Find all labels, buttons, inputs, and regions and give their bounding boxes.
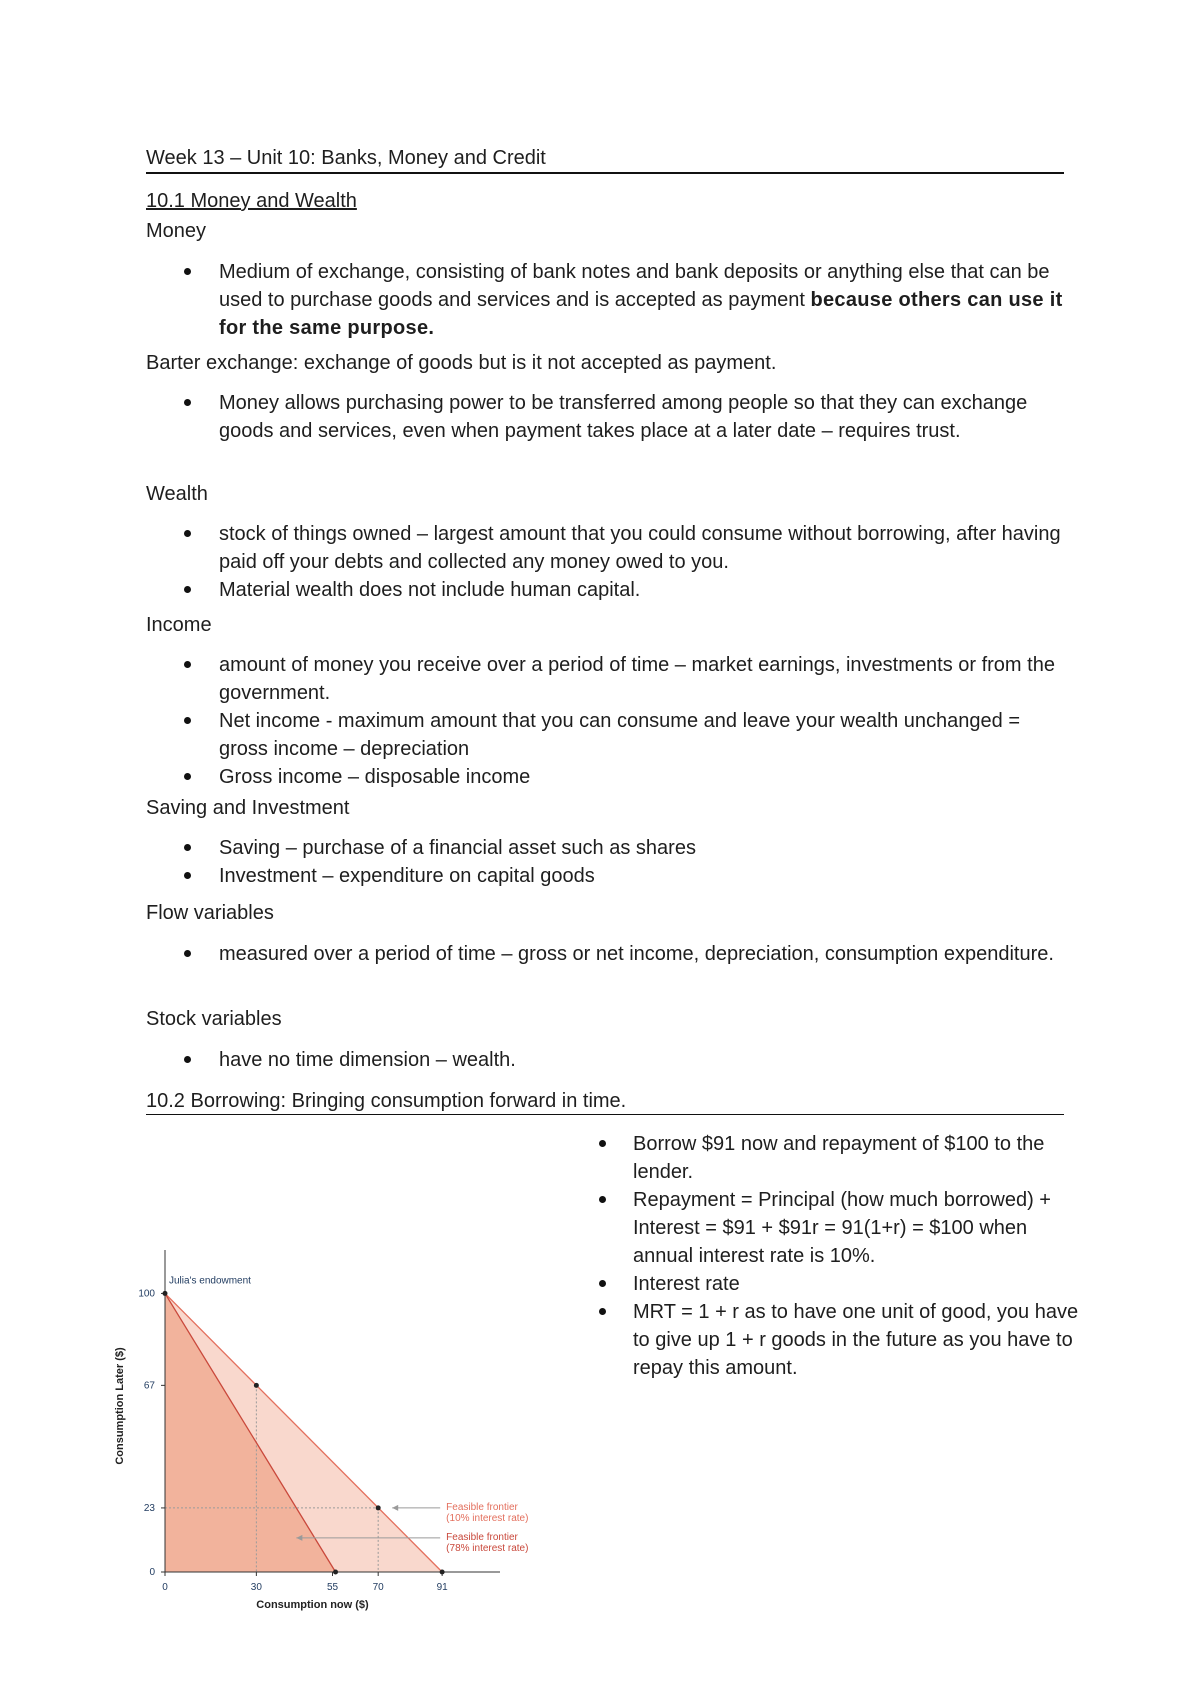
chart-svg xyxy=(90,1240,530,1620)
annotation-label: Feasible frontier xyxy=(446,1531,518,1543)
stock-label: Stock variables xyxy=(146,1008,282,1030)
list-item: amount of money you receive over a period of time – market earnings, investments or from the government. xyxy=(146,651,1064,707)
wealth-label: Wealth xyxy=(146,483,208,505)
list-item: Net income - maximum amount that you can consume and leave your wealth unchanged = gross income – depreciation xyxy=(146,707,1064,763)
endowment-label: Julia's endowment xyxy=(169,1275,251,1287)
borrowing-chart xyxy=(90,1240,530,1620)
marked-point-1 xyxy=(254,1383,259,1388)
barter-text: Barter exchange: exchange of goods but is it not accepted as payment. xyxy=(146,352,777,374)
income-label: Income xyxy=(146,614,212,636)
flow-label: Flow variables xyxy=(146,902,274,924)
annotation-label: (10% interest rate) xyxy=(446,1512,529,1524)
y-axis-label: Consumption Later ($) xyxy=(114,1347,126,1465)
x-tick-label: 30 xyxy=(250,1582,262,1593)
wealth-bullets xyxy=(146,520,1064,604)
x-tick-label: 55 xyxy=(326,1582,339,1593)
money-label: Money xyxy=(146,220,207,242)
stock-bullets xyxy=(146,1046,1064,1074)
list-item: Borrow $91 now and repayment of $100 to the lender. xyxy=(561,1130,1081,1186)
annotation-arrowhead xyxy=(392,1505,398,1511)
section-heading-text: 10.1 Money and Wealth xyxy=(146,190,357,212)
list-item: Material wealth does not include human capital. xyxy=(146,576,1064,604)
x-axis-label: Consumption now ($) xyxy=(256,1599,369,1611)
list-item: Repayment = Principal (how much borrowed) + Interest = $91 + $91r = 91(1+r) = $100 when annual interest rate is 10%. xyxy=(561,1186,1081,1270)
barter-bullets xyxy=(146,389,1064,445)
section-heading-money-wealth xyxy=(146,188,357,214)
money-definition-bold: because others can use it for the same purpose. xyxy=(219,289,1063,339)
list-item: MRT = 1 + r as to have one unit of good, you have to give up 1 + r goods in the future as you have to repay this amount. xyxy=(561,1298,1081,1382)
list-item: have no time dimension – wealth. xyxy=(146,1046,1064,1074)
list-item: Investment – expenditure on capital goods xyxy=(146,862,1064,890)
y-tick-label: 67 xyxy=(143,1380,155,1392)
list-item: Money allows purchasing power to be transferred among people so that they can exchange goods and services, even when payment takes place at a later date – requires trust. xyxy=(146,389,1064,445)
borrowing-bullets xyxy=(561,1130,1081,1382)
x-tick-label: 91 xyxy=(436,1582,448,1593)
list-item: measured over a period of time – gross or net income, depreciation, consumption expenditure. xyxy=(146,940,1064,968)
y-tick-label: 100 xyxy=(138,1288,155,1300)
x-tick-label: 70 xyxy=(372,1582,384,1593)
y-tick-label: 23 xyxy=(143,1502,155,1514)
flow-bullets xyxy=(146,940,1064,968)
list-item: Saving – purchase of a financial asset such as shares xyxy=(146,834,1064,862)
saving-label: Saving and Investment xyxy=(146,797,350,819)
list-item: stock of things owned – largest amount that you could consume without borrowing, after having paid off your debts and collected any money owed to you. xyxy=(146,520,1064,576)
saving-bullets xyxy=(146,834,1064,890)
list-item xyxy=(146,258,1064,342)
list-item: Gross income – disposable income xyxy=(146,763,1064,791)
endowment-point xyxy=(163,1291,168,1296)
x-tick-label: 0 xyxy=(162,1582,168,1593)
income-bullets xyxy=(146,651,1064,791)
y-tick-label: 0 xyxy=(149,1567,155,1578)
annotation-label: Feasible frontier xyxy=(446,1501,518,1513)
money-bullets xyxy=(146,258,1064,342)
annotation-label: (78% interest rate) xyxy=(446,1542,529,1554)
section-heading-borrowing: 10.2 Borrowing: Bringing consumption forward in time. xyxy=(146,1088,1064,1115)
marked-point-0 xyxy=(376,1505,381,1510)
intercept-point-1 xyxy=(333,1570,338,1575)
money-definition: Medium of exchange, consisting of bank notes and bank deposits or anything else that can be used to purchase goods and services and is accepted as payment xyxy=(219,261,1050,311)
list-item: Interest rate xyxy=(561,1270,1081,1298)
intercept-point-0 xyxy=(440,1570,445,1575)
page-title: Week 13 – Unit 10: Banks, Money and Credit xyxy=(146,145,1064,174)
